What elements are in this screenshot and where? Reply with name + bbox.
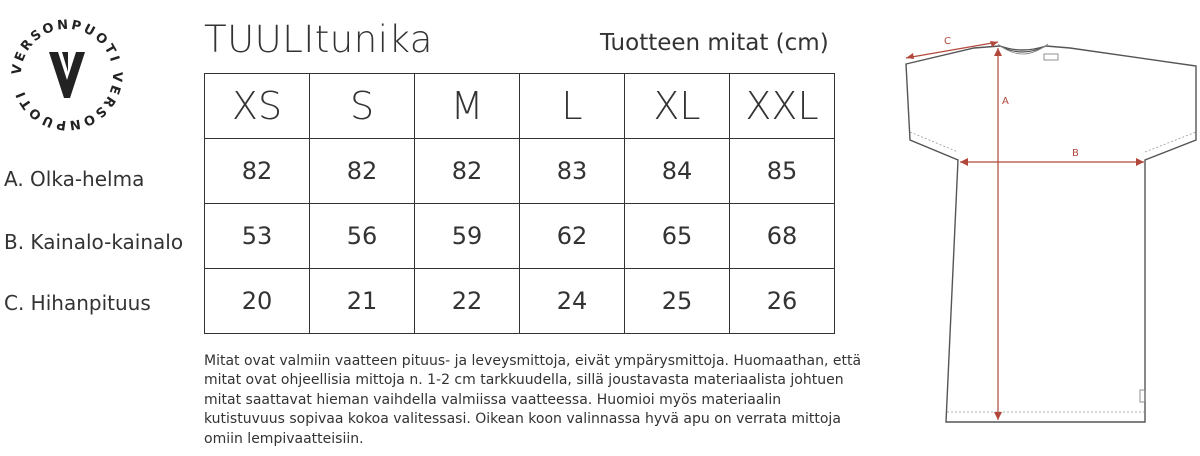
table-row bbox=[205, 204, 835, 269]
left-sleeve-hem bbox=[910, 132, 958, 152]
measurement-cell: 82 bbox=[310, 139, 415, 204]
measurement-cell: 82 bbox=[415, 139, 520, 204]
measure-c-arrow-start bbox=[906, 53, 914, 59]
size-header-cell: XL bbox=[625, 74, 730, 139]
measure-b-arrow-end bbox=[1136, 158, 1144, 166]
measurement-cell: 83 bbox=[520, 139, 625, 204]
size-header-cell: XXL bbox=[730, 74, 835, 139]
label-a: A bbox=[1002, 96, 1009, 107]
tunic-outline bbox=[906, 46, 1196, 422]
measure-b-arrow-start bbox=[960, 158, 968, 166]
measurement-cell: 84 bbox=[625, 139, 730, 204]
measurement-unit-label: Tuotteen mitat (cm) bbox=[600, 30, 829, 56]
product-title: TUULItunika bbox=[204, 18, 433, 61]
measurement-cell: 25 bbox=[625, 269, 730, 334]
size-header-row bbox=[205, 74, 835, 139]
measurement-cell: 65 bbox=[625, 204, 730, 269]
garment-diagram bbox=[898, 28, 1200, 430]
measurement-cell: 62 bbox=[520, 204, 625, 269]
row-label-shoulder-hem: A. Olka-helma bbox=[4, 167, 145, 191]
table-row bbox=[205, 269, 835, 334]
right-sleeve-hem bbox=[1145, 132, 1196, 152]
measurement-cell: 21 bbox=[310, 269, 415, 334]
neck-tag bbox=[1044, 54, 1058, 60]
measurement-cell: 26 bbox=[730, 269, 835, 334]
size-header-cell: M bbox=[415, 74, 520, 139]
measurement-cell: 85 bbox=[730, 139, 835, 204]
measurement-cell: 82 bbox=[205, 139, 310, 204]
measure-c-line bbox=[906, 42, 998, 58]
measurement-cell: 20 bbox=[205, 269, 310, 334]
measurement-cell: 53 bbox=[205, 204, 310, 269]
svg-text:VERSONPUOTI VERSONPUOTI bbox=[10, 18, 125, 133]
measurement-cell: 56 bbox=[310, 204, 415, 269]
neckline bbox=[1000, 46, 1046, 52]
measure-a-arrow-start bbox=[994, 48, 1002, 56]
size-header-cell: XS bbox=[205, 74, 310, 139]
logo-ring-text: VERSONPUOTI VERSONPUOTI bbox=[9, 17, 125, 133]
measurement-cell: 68 bbox=[730, 204, 835, 269]
brand-logo bbox=[2, 10, 132, 140]
row-label-underarm-width: B. Kainalo-kainalo bbox=[4, 230, 184, 254]
row-label-sleeve-length: C. Hihanpituus bbox=[4, 291, 151, 315]
label-c: C bbox=[944, 36, 951, 47]
measurement-cell: 22 bbox=[415, 269, 520, 334]
size-chart-table bbox=[204, 73, 835, 334]
measurement-note: Mitat ovat valmiin vaatteen pituus- ja leveysmittoja, eivät ympärysmittoja. Huomaathan, että mitat ovat ohjeellisia mittoja n. 1-2 cm tarkkuudella, sillä joustavasta materiaalista johtuen mitat saattavat hieman vaihdella valmiissa vaatteessa. Huomioi myös materiaalin kutistuvuus sopivaa kokoa valitessasi. Oikean koon valinnassa hyvä apu on verrata mittoja omiin lempivaatteisiin. bbox=[204, 353, 862, 447]
side-tag bbox=[1140, 390, 1145, 402]
measurement-cell: 59 bbox=[415, 204, 520, 269]
table-row bbox=[205, 139, 835, 204]
measurement-cell: 24 bbox=[520, 269, 625, 334]
size-header-cell: S bbox=[310, 74, 415, 139]
measure-a-arrow-end bbox=[994, 412, 1002, 420]
size-header-cell: L bbox=[520, 74, 625, 139]
label-b: B bbox=[1072, 148, 1079, 159]
